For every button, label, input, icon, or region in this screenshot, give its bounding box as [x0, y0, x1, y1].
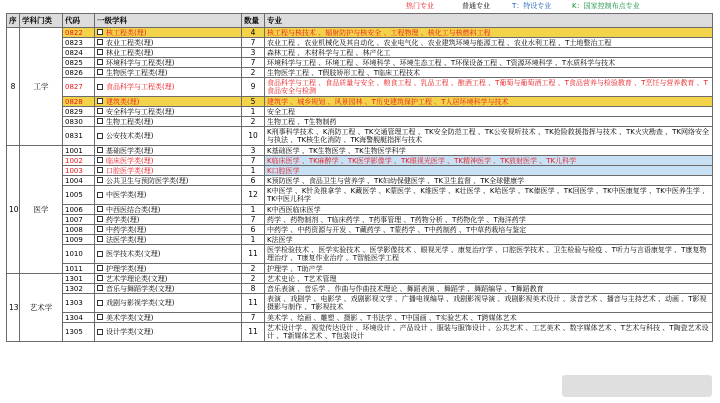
row-discipline — [95, 205, 242, 215]
row-discipline — [95, 156, 242, 166]
row-count: 1 — [242, 235, 265, 245]
row-code: 1008 — [63, 225, 95, 235]
row-majors: K中西医临床医学 — [265, 205, 713, 215]
discipline-label: 美术学类(文理) — [106, 313, 154, 322]
row-count: 4 — [242, 28, 265, 38]
checkbox-icon[interactable] — [97, 236, 103, 242]
row-discipline — [95, 97, 242, 107]
table-row — [7, 264, 713, 274]
row-discipline — [95, 284, 242, 294]
row-count: 12 — [242, 186, 265, 205]
table-row — [7, 186, 713, 205]
row-count: 10 — [242, 127, 265, 146]
table-row — [7, 78, 713, 97]
table-row — [7, 156, 713, 166]
row-code: 0826 — [63, 68, 95, 78]
discipline-label: 公共卫生与预防医学类(理) — [106, 176, 189, 185]
group-category: 工学 — [20, 28, 63, 146]
checkbox-icon[interactable] — [97, 329, 103, 335]
discipline-label: 中西医结合类(理) — [106, 205, 161, 214]
header-seq: 序 — [7, 14, 20, 28]
row-code: 0823 — [63, 38, 95, 48]
row-discipline — [95, 323, 242, 342]
table-row — [7, 28, 713, 38]
row-majors: 安全工程 — [265, 107, 713, 117]
table-row — [7, 146, 713, 156]
legend-bar — [0, 0, 720, 12]
discipline-label: 戏剧与影视学类(文理) — [106, 299, 175, 307]
row-discipline — [95, 176, 242, 186]
row-majors: 森林工程 、木材科学与工程 、林产化工 — [265, 48, 713, 58]
row-code: 0830 — [63, 117, 95, 127]
row-majors: 表演 、戏剧学 、电影学 、戏剧影视文学 、广播电视编导 、戏剧影视导演 、戏剧影视美术设计 、录音艺术 、播音与主持艺术 、动画 、T影视摄影与制作 、T影视技术 — [265, 294, 713, 313]
row-code: 1011 — [63, 264, 95, 274]
row-code: 0824 — [63, 48, 95, 58]
table-row — [7, 166, 713, 176]
row-code: 1002 — [63, 156, 95, 166]
checkbox-icon[interactable] — [97, 108, 103, 114]
table-row — [7, 245, 713, 264]
checkbox-icon[interactable] — [97, 192, 103, 198]
discipline-label: 核工程类(理) — [106, 28, 147, 37]
table-header-row — [7, 14, 713, 28]
row-count: 7 — [242, 38, 265, 48]
row-code: 1004 — [63, 176, 95, 186]
checkbox-icon[interactable] — [97, 300, 103, 306]
table-row — [7, 97, 713, 107]
row-discipline — [95, 215, 242, 225]
row-majors: K预防医学 、食品卫生与营养学 、TK妇幼保健医学 、TK卫生监督 、TK全球健康学 — [265, 176, 713, 186]
row-discipline — [95, 58, 242, 68]
checkbox-icon[interactable] — [97, 167, 103, 173]
row-code: 0831 — [63, 127, 95, 146]
legend-special: T：特设专业 — [512, 2, 552, 10]
row-discipline — [95, 117, 242, 127]
row-code: 1001 — [63, 146, 95, 156]
row-majors: 护理学 、T助产学 — [265, 264, 713, 274]
row-discipline — [95, 264, 242, 274]
discipline-label: 环境科学与工程类(理) — [106, 58, 175, 67]
checkbox-icon[interactable] — [97, 147, 103, 153]
table-row — [7, 117, 713, 127]
legend-controlled: K：国家控制布点专业 — [572, 2, 640, 10]
checkbox-icon[interactable] — [97, 285, 103, 291]
table-row — [7, 294, 713, 313]
checkbox-icon[interactable] — [97, 69, 103, 75]
table-row — [7, 107, 713, 117]
row-discipline — [95, 127, 242, 146]
header-code: 代码 — [63, 14, 95, 28]
row-code: 1003 — [63, 166, 95, 176]
checkbox-icon[interactable] — [97, 206, 103, 212]
row-majors: 中药学 、中药资源与开发 、T藏药学 、T蒙药学 、T中药制药 、T中草药栽培与鉴定 — [265, 225, 713, 235]
table-row — [7, 68, 713, 78]
row-majors: 生物工程 、T生物制药 — [265, 117, 713, 127]
row-count: 2 — [242, 264, 265, 274]
table-row — [7, 205, 713, 215]
row-count: 7 — [242, 58, 265, 68]
header-majors: 专业 — [265, 14, 713, 28]
row-majors: K基础医学 、TK生物医学 、TK生物医学科学 — [265, 146, 713, 156]
group-category: 医学 — [20, 146, 63, 274]
row-count: 8 — [242, 284, 265, 294]
row-count: 2 — [242, 274, 265, 284]
header-count: 数量 — [242, 14, 265, 28]
row-code: 0827 — [63, 78, 95, 97]
header-discipline: 一级学科 — [95, 14, 242, 28]
discipline-label: 音乐与舞蹈学类(文理) — [106, 284, 175, 293]
discipline-label: 食品科学与工程类(理) — [106, 83, 175, 91]
row-code: 1301 — [63, 274, 95, 284]
discipline-label: 生物医学工程类(理) — [106, 68, 168, 77]
row-majors: 医学检验技术 、医学实验技术 、医学影像技术 、眼视光学 、康复治疗学 、口腔医学技术 、卫生检验与检疫 、T听力与言语康复学 、T康复物理治疗 、T康复作业治疗 、T智能医学工程 — [265, 245, 713, 264]
checkbox-icon[interactable] — [97, 216, 103, 222]
row-discipline — [95, 235, 242, 245]
checkbox-icon[interactable] — [97, 251, 103, 257]
row-count: 2 — [242, 68, 265, 78]
discipline-label: 安全科学与工程类(理) — [106, 107, 175, 116]
row-majors: 美术学 、绘画 、雕塑 、摄影 、T书法学 、T中国画 、T实验艺术 、T跨媒体艺术 — [265, 313, 713, 323]
table-row — [7, 274, 713, 284]
table-row — [7, 225, 713, 235]
discipline-label: 临床医学类(理) — [106, 156, 154, 165]
table-row — [7, 127, 713, 146]
table-row — [7, 284, 713, 294]
table-row — [7, 48, 713, 58]
table-row — [7, 313, 713, 323]
row-code: 1303 — [63, 294, 95, 313]
checkbox-icon[interactable] — [97, 177, 103, 183]
row-discipline — [95, 245, 242, 264]
table-row — [7, 323, 713, 342]
row-majors: 环境科学与工程 、环境工程 、环境科学 、环境生态工程 、T环保设备工程 、T资源环境科学 、T水质科学与技术 — [265, 58, 713, 68]
discipline-label: 中医学类(理) — [106, 191, 147, 199]
checkbox-icon[interactable] — [97, 118, 103, 124]
row-majors: K中医学 、K针灸推拿学 、K藏医学 、K蒙医学 、K维医学 、K壮医学 、K哈医学 、TK傣医学 、TK回医学 、TK中医康复学 、TK中医养生学 、TK中医儿科学 — [265, 186, 713, 205]
row-discipline — [95, 28, 242, 38]
group-category: 艺术学 — [20, 274, 63, 342]
discipline-label: 护理学类(理) — [106, 264, 147, 273]
checkbox-icon[interactable] — [97, 59, 103, 65]
checkbox-icon[interactable] — [97, 98, 103, 104]
table-row — [7, 235, 713, 245]
row-code: 0829 — [63, 107, 95, 117]
row-discipline — [95, 166, 242, 176]
row-code: 0828 — [63, 97, 95, 107]
header-category: 学科门类 — [20, 14, 63, 28]
group-seq: 13 — [7, 274, 20, 342]
checkbox-icon[interactable] — [97, 157, 103, 163]
row-majors: 食品科学与工程 、食品质量与安全 、粮食工程 、乳品工程 、酿酒工程 、T葡萄与葡萄酒工程 、T食品营养与检验教育 、T烹饪与营养教育 、T食品安全与检测 — [265, 78, 713, 97]
checkbox-icon[interactable] — [97, 49, 103, 55]
row-code: 1006 — [63, 205, 95, 215]
row-majors: K口腔医学 — [265, 166, 713, 176]
row-code: 1302 — [63, 284, 95, 294]
checkbox-icon[interactable] — [97, 275, 103, 281]
row-discipline — [95, 294, 242, 313]
row-majors: K刑事科学技术 、K消防工程 、TK交通管理工程 、TK安全防范工程 、TK公安视听技术 、TK抢险救援指挥与技术 、TK火灾勘查 、TK网络安全与执法 、TK核生化消防 、TK海警舰艇指挥与技术 — [265, 127, 713, 146]
discipline-label: 中药学类(理) — [106, 225, 147, 234]
discipline-label: 公安技术类(理) — [106, 132, 154, 140]
discipline-label: 艺术学理论类(文理) — [106, 274, 168, 283]
discipline-label: 设计学类(文理) — [106, 328, 154, 336]
checkbox-icon[interactable] — [97, 84, 103, 90]
row-majors: 农业工程 、农业机械化及其自动化 、农业电气化 、农业建筑环境与能源工程 、农业水利工程 、T土地整治工程 — [265, 38, 713, 48]
row-count: 7 — [242, 215, 265, 225]
row-code: 1304 — [63, 313, 95, 323]
group-seq: 10 — [7, 146, 20, 274]
table-row — [7, 38, 713, 48]
majors-table — [6, 13, 713, 342]
row-count: 7 — [242, 313, 265, 323]
checkbox-icon[interactable] — [97, 226, 103, 232]
row-discipline — [95, 68, 242, 78]
row-code: 0822 — [63, 28, 95, 38]
legend-hot: 热门专业 — [406, 2, 434, 10]
row-count: 7 — [242, 156, 265, 166]
row-code: 1005 — [63, 186, 95, 205]
checkbox-icon[interactable] — [97, 29, 103, 35]
row-majors: 建筑学 、城乡规划 、风景园林 、T历史建筑保护工程 、T人居环境科学与技术 — [265, 97, 713, 107]
row-code: 0825 — [63, 58, 95, 68]
row-discipline — [95, 225, 242, 235]
row-count: 5 — [242, 97, 265, 107]
row-count: 1 — [242, 205, 265, 215]
row-discipline — [95, 107, 242, 117]
table-row — [7, 176, 713, 186]
legend-normal: 普通专业 — [462, 2, 490, 10]
row-discipline — [95, 38, 242, 48]
row-count: 6 — [242, 176, 265, 186]
row-majors: 艺术设计学 、视觉传达设计 、环境设计 、产品设计 、服装与服饰设计 、公共艺术 、工艺美术 、数字媒体艺术 、T艺术与科技 、T陶瓷艺术设计 、T新媒体艺术 、T包装设计 — [265, 323, 713, 342]
row-discipline — [95, 313, 242, 323]
row-majors: 生物医学工程 、T假肢矫形工程 、T临床工程技术 — [265, 68, 713, 78]
row-majors: 音乐表演 、音乐学 、作曲与作曲技术理论 、舞蹈表演 、舞蹈学 、舞蹈编导 、T舞蹈教育 — [265, 284, 713, 294]
row-majors: 核工程与核技术 、辐射防护与核安全 、工程物理 、核化工与核燃料工程 — [265, 28, 713, 38]
table-row — [7, 58, 713, 68]
row-count: 2 — [242, 117, 265, 127]
table-row — [7, 215, 713, 225]
row-discipline — [95, 274, 242, 284]
row-count: 1 — [242, 166, 265, 176]
row-discipline — [95, 78, 242, 97]
discipline-label: 药学类(理) — [106, 215, 140, 224]
row-count: 9 — [242, 78, 265, 97]
row-majors: K法医学 — [265, 235, 713, 245]
row-discipline — [95, 186, 242, 205]
checkbox-icon[interactable] — [97, 314, 103, 320]
row-count: 3 — [242, 146, 265, 156]
row-count: 6 — [242, 225, 265, 235]
discipline-label: 林业工程类(理) — [106, 48, 154, 57]
row-code: 1009 — [63, 235, 95, 245]
row-count: 11 — [242, 323, 265, 342]
row-count: 11 — [242, 245, 265, 264]
row-discipline — [95, 146, 242, 156]
row-count: 11 — [242, 294, 265, 313]
checkbox-icon[interactable] — [97, 39, 103, 45]
row-count: 1 — [242, 107, 265, 117]
group-seq: 8 — [7, 28, 20, 146]
discipline-label: 法医学类(理) — [106, 235, 147, 244]
discipline-label: 建筑类(理) — [106, 97, 140, 106]
watermark — [562, 375, 712, 397]
row-count: 3 — [242, 48, 265, 58]
row-code: 1007 — [63, 215, 95, 225]
row-majors: 艺术史论 、T艺术管理 — [265, 274, 713, 284]
row-majors: K临床医学 、TK麻醉学 、TK医学影像学 、TK眼视光医学 、TK精神医学 、TK放射医学 、TK儿科学 — [265, 156, 713, 166]
discipline-label: 基础医学类(理) — [106, 146, 154, 155]
row-majors: 药学 、药物制剂 、T临床药学 、T药事管理 、T药物分析 、T药物化学 、T海洋药学 — [265, 215, 713, 225]
row-code: 1010 — [63, 245, 95, 264]
row-code: 1305 — [63, 323, 95, 342]
discipline-label: 生物工程类(理) — [106, 117, 154, 126]
discipline-label: 农业工程类(理) — [106, 38, 154, 47]
discipline-label: 医学技术类(文理) — [106, 250, 161, 258]
checkbox-icon[interactable] — [97, 133, 103, 139]
discipline-label: 口腔医学类(理) — [106, 166, 154, 175]
checkbox-icon[interactable] — [97, 265, 103, 271]
row-discipline — [95, 48, 242, 58]
